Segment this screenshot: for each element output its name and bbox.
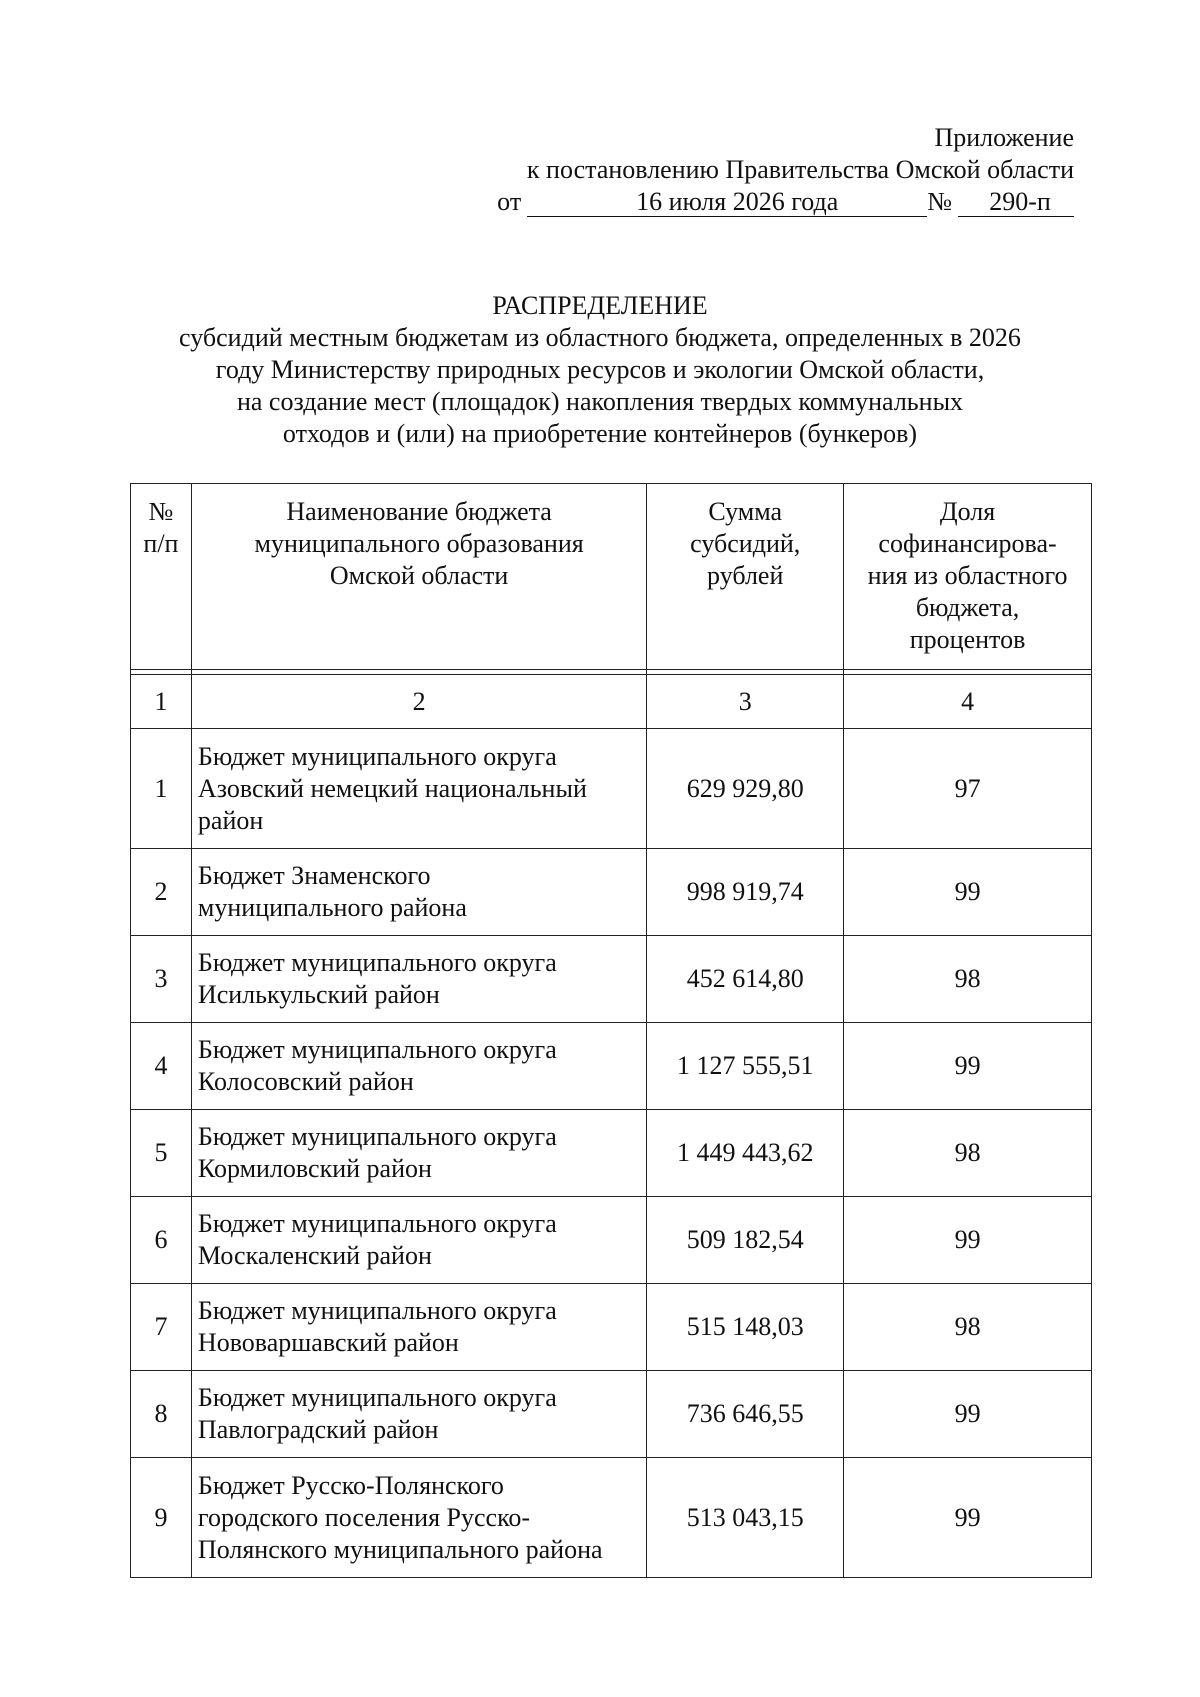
- budget-name-line: Москаленский район: [197, 1241, 432, 1270]
- table-row: [131, 849, 1092, 936]
- header-cofinancing-share: Доля софинансирова- ния из областного бюджета, процентов: [844, 484, 1092, 670]
- budget-name: [191, 1371, 646, 1458]
- column-number: 3: [647, 675, 844, 729]
- subsidy-sum: 998 919,74: [647, 849, 844, 936]
- subsidy-sum: 452 614,80: [647, 936, 844, 1023]
- cofinancing-share: 99: [844, 1458, 1092, 1578]
- distribution-table: [130, 483, 1092, 1578]
- budget-name-line: муниципального района: [197, 893, 467, 922]
- subsidy-sum: 509 182,54: [647, 1197, 844, 1284]
- budget-name-line: Нововаршавский район: [197, 1328, 459, 1357]
- subsidy-sum: 736 646,55: [647, 1371, 844, 1458]
- title-line-4: отходов и (или) на приобретение контейнеров (бункеров): [282, 419, 918, 448]
- budget-name: [191, 1197, 646, 1284]
- table-row: [131, 1023, 1092, 1110]
- from-label: от: [497, 187, 522, 216]
- budget-name: [191, 936, 646, 1023]
- budget-name-line: Азовский немецкий национальный: [197, 773, 587, 803]
- column-number: 2: [191, 675, 646, 729]
- row-number: 6: [131, 1197, 192, 1284]
- row-number: 8: [131, 1371, 192, 1458]
- budget-name-line: городского поселения Русско-: [197, 1502, 531, 1532]
- table-row: [131, 729, 1092, 849]
- budget-name-line: район: [197, 805, 264, 835]
- decree-date: 16 июля 2026 года: [527, 188, 927, 217]
- cofinancing-share: 99: [844, 849, 1092, 936]
- budget-name-line: Бюджет муниципального округа: [197, 1122, 557, 1151]
- subsidy-sum: 513 043,15: [647, 1458, 844, 1578]
- appendix-decree-ref: к постановлению Правительства Омской области: [526, 155, 1074, 184]
- header-budget-name: Наименование бюджета муниципального образования Омской области: [191, 484, 646, 670]
- table-row: [131, 1371, 1092, 1458]
- budget-name-line: Кормиловский район: [197, 1154, 432, 1183]
- decree-number: 290-п: [958, 188, 1074, 217]
- cofinancing-share: 98: [844, 936, 1092, 1023]
- row-number: 2: [131, 849, 192, 936]
- appendix-header: [497, 122, 1074, 218]
- header-subsidy-sum: Сумма субсидий, рублей: [647, 484, 844, 670]
- title-heading: РАСПРЕДЕЛЕНИЕ: [492, 291, 708, 320]
- row-number: 3: [131, 936, 192, 1023]
- table-row: [131, 1197, 1092, 1284]
- cofinancing-share: 99: [844, 1023, 1092, 1110]
- budget-name-line: Бюджет муниципального округа: [197, 1383, 557, 1412]
- budget-name-line: Исилькульский район: [197, 980, 440, 1009]
- cofinancing-share: 99: [844, 1371, 1092, 1458]
- column-number: 4: [844, 675, 1092, 729]
- cofinancing-share: 98: [844, 1110, 1092, 1197]
- cofinancing-share: 98: [844, 1284, 1092, 1371]
- budget-name-line: Павлоградский район: [197, 1415, 439, 1444]
- budget-name-line: Бюджет Знаменского: [197, 861, 431, 890]
- row-number: 4: [131, 1023, 192, 1110]
- title-line-3: на создание мест (площадок) накопления твердых коммунальных: [236, 387, 964, 416]
- column-number: 1: [131, 675, 192, 729]
- appendix-label: Приложение: [934, 123, 1074, 152]
- subsidy-sum: 629 929,80: [647, 729, 844, 849]
- title-line-1: субсидий местным бюджетам из областного бюджета, определенных в 2026: [179, 323, 1021, 352]
- table-row: [131, 1284, 1092, 1371]
- budget-name-line: Бюджет муниципального округа: [197, 948, 557, 977]
- cofinancing-share: 97: [844, 729, 1092, 849]
- budget-name-line: Бюджет Русско-Полянского: [197, 1470, 504, 1500]
- subsidy-sum: 1 127 555,51: [647, 1023, 844, 1110]
- row-number: 9: [131, 1458, 192, 1578]
- header-number: № п/п: [131, 484, 192, 670]
- budget-name-line: Бюджет муниципального округа: [197, 741, 557, 771]
- row-number: 5: [131, 1110, 192, 1197]
- title-line-2: году Министерству природных ресурсов и экологии Омской области,: [215, 355, 985, 384]
- column-numbers-row: [131, 675, 1092, 729]
- budget-name-line: Бюджет муниципального округа: [197, 1035, 557, 1064]
- appendix-date-line: [497, 186, 1074, 218]
- table-row: [131, 1110, 1092, 1197]
- subsidy-sum: 1 449 443,62: [647, 1110, 844, 1197]
- budget-name: [191, 1284, 646, 1371]
- budget-name: [191, 1023, 646, 1110]
- budget-name-line: Полянского муниципального района: [197, 1534, 603, 1564]
- row-number: 1: [131, 729, 192, 849]
- budget-name: [191, 849, 646, 936]
- document-title: [120, 290, 1080, 450]
- row-number: 7: [131, 1284, 192, 1371]
- number-label: №: [927, 187, 952, 216]
- budget-name-line: Колосовский район: [197, 1067, 414, 1096]
- cofinancing-share: 99: [844, 1197, 1092, 1284]
- table-header-row: [131, 484, 1092, 670]
- budget-name-line: Бюджет муниципального округа: [197, 1209, 557, 1238]
- table-row: [131, 936, 1092, 1023]
- table-row: [131, 1458, 1092, 1578]
- budget-name: [191, 1110, 646, 1197]
- subsidy-sum: 515 148,03: [647, 1284, 844, 1371]
- budget-name-line: Бюджет муниципального округа: [197, 1296, 557, 1325]
- budget-name: [191, 729, 646, 849]
- budget-name: [191, 1458, 646, 1578]
